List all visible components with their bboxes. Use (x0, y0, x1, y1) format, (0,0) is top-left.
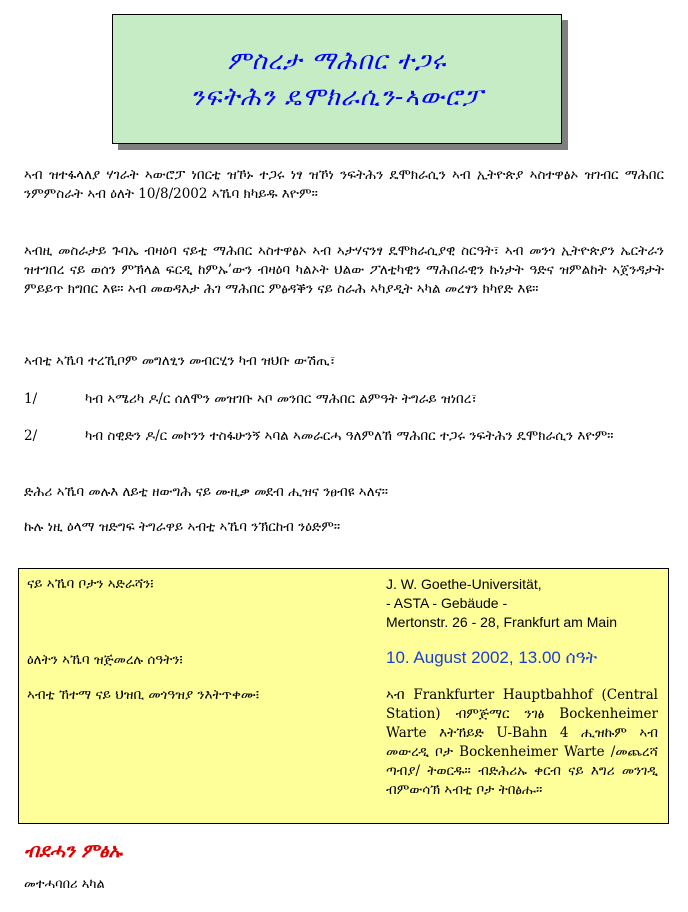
speaker-2-number: 2/ (24, 428, 38, 444)
transport-label: ኣብቲ ኸተማ ናይ ህዝቢ መጎዓዝያ ንእትጥቀሙ፧ (27, 687, 260, 703)
title-line-1: ምስረታ ማሕበር ተጋሩ (227, 46, 447, 75)
music-paragraph: ድሕሪ ኣኼባ መሉእ ለይቲ ዘውግሕ ናይ ሙዚቃ መደብ ሒዝና ንፀብዩ ኣለና። (24, 484, 389, 500)
venue-line-2: - ASTA - Gebäude - (386, 595, 508, 611)
speaker-1-text: ካብ ኣሜሪካ ዶ/ር ሰለሞን መዝገቡ ኣቦ መንበር ማሕበር ልምዓት ትግራይ ዝነበረ፣ (85, 391, 477, 407)
title-line-2: ንፍትሕን ዴሞክራሲን-ኣውሮፓ (190, 82, 484, 111)
venue-line-1: J. W. Goethe-Universität, (386, 576, 542, 592)
invite-paragraph: ኩሉ ነዚ ዕላማ ዝድግፍ ትግራዋይ ኣብቲ ኣኼባ ንኽርከብ ንዕድም። (24, 519, 341, 535)
speakers-intro: ኣብቲ ኣኼባ ተረኺቦም መግለፂን መብርሂን ካብ ዝህቡ ውሽጢ፣ (24, 353, 336, 369)
intro-paragraph: ኣብ ዝተፋላለያ ሃገራት ኣውሮፓ ነበርቲ ዝኾኑ ተጋሩ ነፃ ዝኾነ ንፍትሕን ዴሞክራሲን ኣብ ኢትዮጵያ ኣስተዋፅኦ ዝገብር ማሕበር ንምምስራት ኣብ ዕለት 10/8/2002 ኣኼባ ክካይዱ እዮም። (24, 167, 664, 202)
date-label: ዕለትን ኣኼባ ዝጅመረሉ ሰዓትን፧ (27, 652, 183, 668)
speaker-1-number: 1/ (24, 391, 38, 407)
venue-label: ናይ ኣኼባ ቦታን ኣድራሻን፧ (27, 576, 154, 592)
regards-heading: ብደሓን ምፅኡ (24, 840, 123, 862)
event-info-box (18, 568, 669, 824)
purpose-paragraph: ኣብዚ መስራታይ ጉባኤ ብዛዕባ ናይቲ ማሕበር ኣስተዋፅኦ ኣብ ኣታሃናንፃ ዴሞክራሲያዊ ስርዓት፣ ኣብ መንጎ ኢትዮጵያን ኤርትራን ዝተገበረ ናይ ወሰን ምኽላል ፍርዲ ከምኡ’ውን ብዛዕባ ካልኦት ህልው ፖለቲካዊን ማሕበራዊን ኩነታት ዓድና ዝምልከት ኣጀንዳታት ምይይጥ ክግበር እዩ። ኣብ መወዳእታ ሕገ ማሕበር ምፅዳቕን ናይ ስራሕ ኣካያዲት ኣካል መረፃን ክካየድ እዩ። (24, 243, 664, 297)
title-banner (112, 14, 562, 144)
venue-line-3: Mertonstr. 26 - 28, Frankfurt am Main (386, 614, 618, 630)
speaker-2-text: ካብ ስዊድን ዶ/ር መኮንን ተስፋሁንኝ ኣባል ኣመራርሓ ዓለምለኸ ማሕበር ተጋሩ ንፍትሕን ዴሞክራሲን እዮም። (85, 428, 614, 444)
date-value: 10. August 2002, 13.00 ሰዓት (386, 648, 598, 667)
transport-value: ኣብ Frankfurter Hauptbahhof (Central Station) ብምጅማር ንገፅ Bockenheimer Warte እትኸይድ U-Bahn 4 ሒዝኩም ኣብ መውረዲ ቦታ Bockenheimer Warte /መጨረሻ ጣብያ/ ትወርዱ። ብድሕሪኡ ቀርብ ናይ እግሪ መንገዲ ብምውሳኽ ኣብቲ ቦታ ትበፅሑ። (386, 687, 658, 798)
signature: መተሓባበሪ ኣካል (24, 877, 105, 892)
